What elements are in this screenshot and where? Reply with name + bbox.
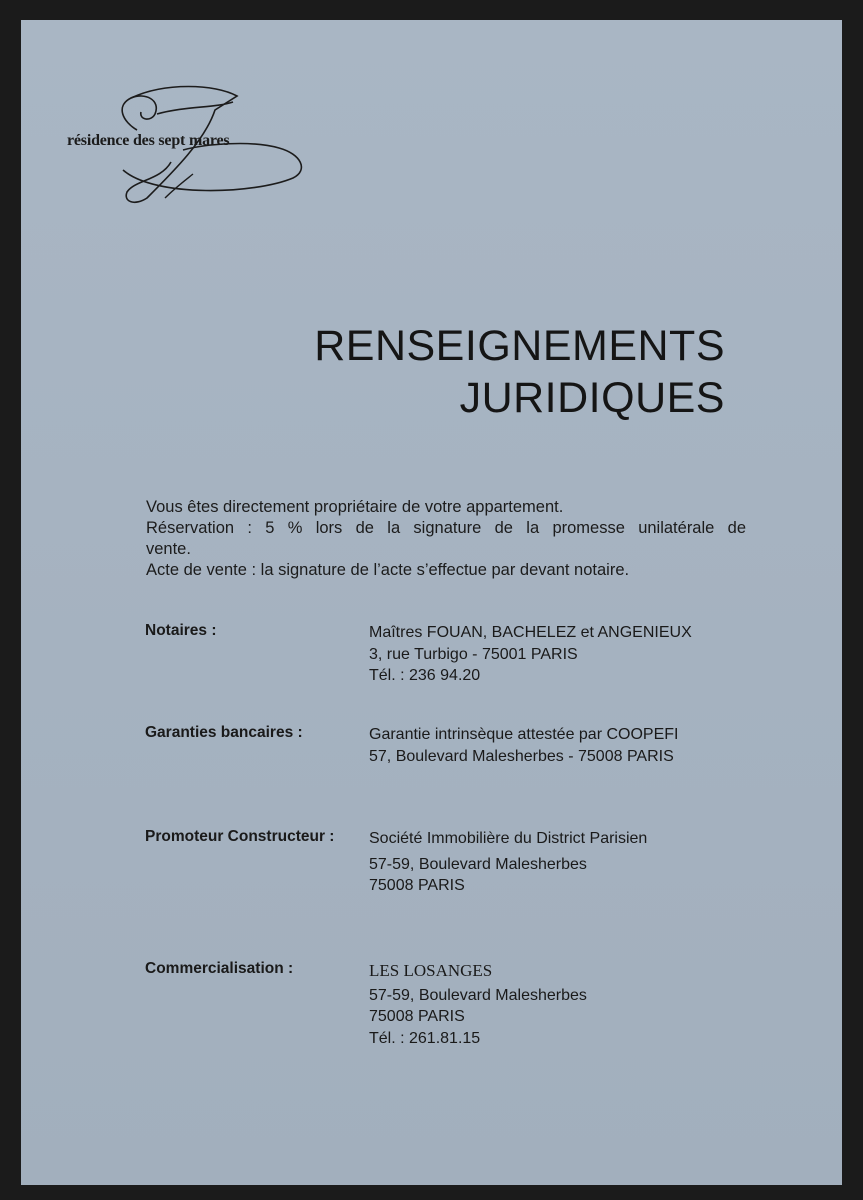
promoteur-line-3: 75008 PARIS [369,877,465,894]
garanties-line-1: Garantie intrinsèque attestée par COOPEFI [369,726,679,743]
intro-line-3: vente. [146,540,191,558]
intro-line-2: Réservation : 5 % lors de la signature de la promesse unilatérale de [146,519,746,537]
page-title [314,320,725,424]
intro-paragraph [146,497,746,581]
commercialisation-line-4: Tél. : 261.81.15 [369,1029,481,1047]
notaires-line-1: Maîtres FOUAN, BACHELEZ et ANGENIEUX [369,624,692,641]
intro-line-4: Acte de vente : la signature de l’acte s’effectue par devant notaire. [146,561,630,579]
commercialisation-line-3: 75008 PARIS [369,1008,465,1025]
commercialisation-value [369,960,587,1049]
promoteur-line-1: Société Immobilière du District Parisien [369,830,648,847]
promoteur-value [369,828,647,897]
document-sheet [21,20,842,1185]
commercialisation-line-2: 57-59, Boulevard Malesherbes [369,986,587,1004]
logo-text: résidence des sept mares [67,132,230,149]
notaires-line-3: Tél. : 236 94.20 [369,667,481,684]
title-line-1: RENSEIGNEMENTS [314,322,725,370]
intro-line-1: Vous êtes directement propriétaire de votre appartement. [146,498,564,516]
commercialisation-label: Commercialisation : [145,960,294,977]
promoteur-label: Promoteur Constructeur : [145,828,335,845]
garanties-value [369,724,678,767]
notaires-line-2: 3, rue Turbigo - 75001 PARIS [369,645,578,663]
commercialisation-line-1: LES LOSANGES [369,961,493,980]
notaires-value [369,622,692,687]
garanties-label: Garanties bancaires : [145,724,303,741]
title-line-2: JURIDIQUES [459,374,725,422]
notaires-label: Notaires : [145,622,217,639]
promoteur-line-2: 57-59, Boulevard Malesherbes [369,855,587,873]
garanties-line-2: 57, Boulevard Malesherbes - 75008 PARIS [369,747,674,765]
